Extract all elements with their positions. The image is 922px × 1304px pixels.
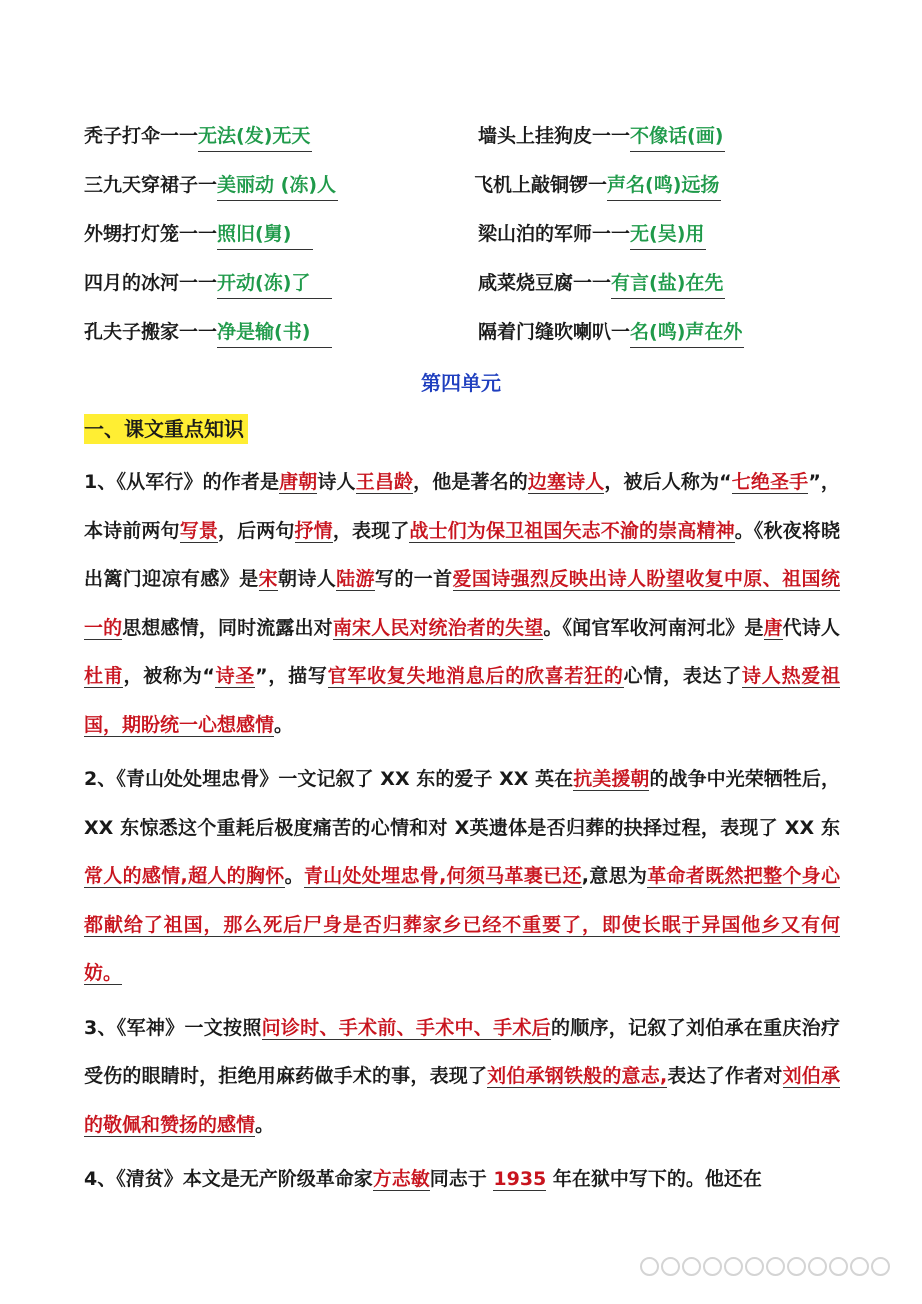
key-point: 1935 xyxy=(493,1168,547,1190)
text: 朝诗人 xyxy=(277,568,337,590)
text: 2、《青山处处埋忠骨》一文记叙了 XX 东的爱子 XX 英在 xyxy=(84,768,574,790)
text: 3、《军神》一文按照 xyxy=(84,1016,262,1039)
xiehouyu-question: 飞机上敲铜锣一 xyxy=(474,174,608,196)
key-point: 杜甫 xyxy=(84,665,124,687)
key-point: 问诊时、手术前、手术中、手术后 xyxy=(261,1016,551,1039)
key-point: 刘伯承钢铁般的意志, xyxy=(487,1065,668,1087)
key-point: 战士们为保卫祖国矢志不渝的崇高精神 xyxy=(409,519,735,542)
text: 。《秋夜将晓出篱门迎凉有感》是 xyxy=(84,519,840,590)
text: 。《闻官军收河南河北》是 xyxy=(543,616,764,639)
key-point: 边塞诗人 xyxy=(527,471,605,493)
paragraph-4 xyxy=(84,1155,840,1204)
xiehouyu-answer: 无法(发)无天 xyxy=(198,121,312,152)
dot-icon xyxy=(871,1257,890,1276)
key-point: 写景 xyxy=(179,519,218,542)
text: 的战争中光荣牺牲后，XX 东惊悉这个重耗后极度痛苦的心情和对 X英遗体是否归葬的抉择过程，表现了 XX 东 xyxy=(84,768,840,839)
dot-icon xyxy=(850,1257,869,1276)
key-point: 诗圣 xyxy=(214,665,256,687)
text: 。 xyxy=(255,1113,275,1136)
text: ，被称为“ xyxy=(123,665,215,687)
key-point: 陆游 xyxy=(336,568,375,590)
key-point: 唐 xyxy=(763,616,783,639)
xiehouyu-answer: 美丽动 (冻)人 xyxy=(217,170,338,201)
xiehouyu-list xyxy=(84,114,844,359)
list-item xyxy=(84,261,844,310)
dot-icon xyxy=(808,1257,827,1276)
xiehouyu-question: 孔夫子搬家一一 xyxy=(84,321,218,343)
xiehouyu-question: 外甥打灯笼一一 xyxy=(84,223,218,245)
text: 心情，表达了 xyxy=(623,665,743,687)
xiehouyu-answer: 净是输(书) xyxy=(217,317,332,348)
xiehouyu-question: 三九天穿裙子一 xyxy=(84,174,218,196)
key-point: 唐朝 xyxy=(279,471,318,493)
key-point: 常人的感情,超人的胸怀 xyxy=(84,865,285,887)
text: ，后两句 xyxy=(217,519,295,542)
list-item xyxy=(84,310,844,359)
xiehouyu-answer: 开动(冻)了 xyxy=(217,268,332,299)
key-point: 官军收复失地消息后的欣喜若狂的 xyxy=(327,665,624,687)
text: ,意思为 xyxy=(581,865,648,887)
xiehouyu-question: 墙头上挂狗皮一一 xyxy=(478,125,631,147)
text: ”，本诗前两句 xyxy=(84,471,840,542)
key-point: 爱国诗强烈反映出诗人盼望收复中原、祖国统一的 xyxy=(84,568,840,639)
dot-icon xyxy=(745,1257,764,1276)
xiehouyu-question: 秃子打伞一一 xyxy=(84,125,199,147)
xiehouyu-question: 梁山泊的军师一一 xyxy=(478,223,631,245)
text: 年在狱中写下的。他还在 xyxy=(546,1168,762,1190)
key-point: 方志敏 xyxy=(372,1168,430,1190)
list-item xyxy=(84,212,844,261)
key-point: 王昌龄 xyxy=(355,471,414,493)
list-item xyxy=(84,114,844,163)
key-point: 刘伯承的敬佩和赞扬的感情 xyxy=(84,1065,840,1136)
key-point: 南宋人民对统治者的失望 xyxy=(332,616,544,639)
key-point: 革命者既然把整个身心都献给了祖国，那么死后尸身是否归葬家乡已经不重要了，即使长眠于异国他乡又有何妨。 xyxy=(84,865,840,984)
dot-icon xyxy=(682,1257,701,1276)
text: 同志于 xyxy=(429,1168,494,1190)
xiehouyu-answer: 不像话(画) xyxy=(630,121,725,152)
text: 的顺序，记叙了刘伯承在重庆治疗受伤的眼睛时，拒绝用麻药做手术的事，表现了 xyxy=(84,1016,840,1087)
text: 。 xyxy=(284,865,304,887)
key-point: 诗人热爱祖国，期盼统一心想感情 xyxy=(84,665,840,736)
xiehouyu-answer: 有言(盐)在先 xyxy=(611,268,725,299)
text: 思想感情，同时流露出对 xyxy=(122,616,333,639)
dot-icon xyxy=(724,1257,743,1276)
paragraph-1 xyxy=(84,458,840,749)
text: 诗人 xyxy=(317,471,356,493)
text: 代诗人 xyxy=(782,616,840,639)
xiehouyu-answer: 名(鸣)声在外 xyxy=(630,317,744,348)
key-point: 七绝圣手 xyxy=(731,471,809,493)
dot-icon xyxy=(703,1257,722,1276)
xiehouyu-answer: 照旧(舅) xyxy=(217,219,313,250)
key-point: 青山处处埋忠骨,何须马革裹已还 xyxy=(303,865,582,887)
xiehouyu-answer: 声名(鸣)远扬 xyxy=(607,170,721,201)
dot-icon xyxy=(787,1257,806,1276)
xiehouyu-question: 四月的冰河一一 xyxy=(84,272,218,294)
section-heading: 一、课文重点知识 xyxy=(84,414,248,444)
text: 1、《从军行》的作者是 xyxy=(84,471,280,493)
text: 写的一首 xyxy=(374,568,453,590)
paragraph-2 xyxy=(84,755,840,998)
key-point: 宋 xyxy=(258,568,278,590)
key-point: 抗美援朝 xyxy=(573,768,650,790)
unit-title: 第四单元 xyxy=(421,371,501,395)
text: ，被后人称为“ xyxy=(604,471,732,493)
dot-icon xyxy=(661,1257,680,1276)
xiehouyu-answer: 无(吴)用 xyxy=(630,219,706,250)
knowledge-content xyxy=(84,458,840,1204)
xiehouyu-question: 咸菜烧豆腐一一 xyxy=(478,272,612,294)
list-item xyxy=(84,163,844,212)
xiehouyu-question: 隔着门缝吹喇叭一 xyxy=(478,321,631,343)
dot-icon xyxy=(766,1257,785,1276)
paragraph-3 xyxy=(84,1004,840,1150)
page-indicator xyxy=(640,1257,890,1276)
dot-icon xyxy=(640,1257,659,1276)
text: ”，描写 xyxy=(255,665,328,687)
dot-icon xyxy=(829,1257,848,1276)
text: 表达了作者对 xyxy=(667,1065,783,1087)
text: 。 xyxy=(274,713,294,736)
text: 4、《清贫》本文是无产阶级革命家 xyxy=(84,1168,373,1190)
key-point: 抒情 xyxy=(294,519,333,542)
text: ，他是著名的 xyxy=(413,471,528,493)
text: ，表现了 xyxy=(332,519,410,542)
